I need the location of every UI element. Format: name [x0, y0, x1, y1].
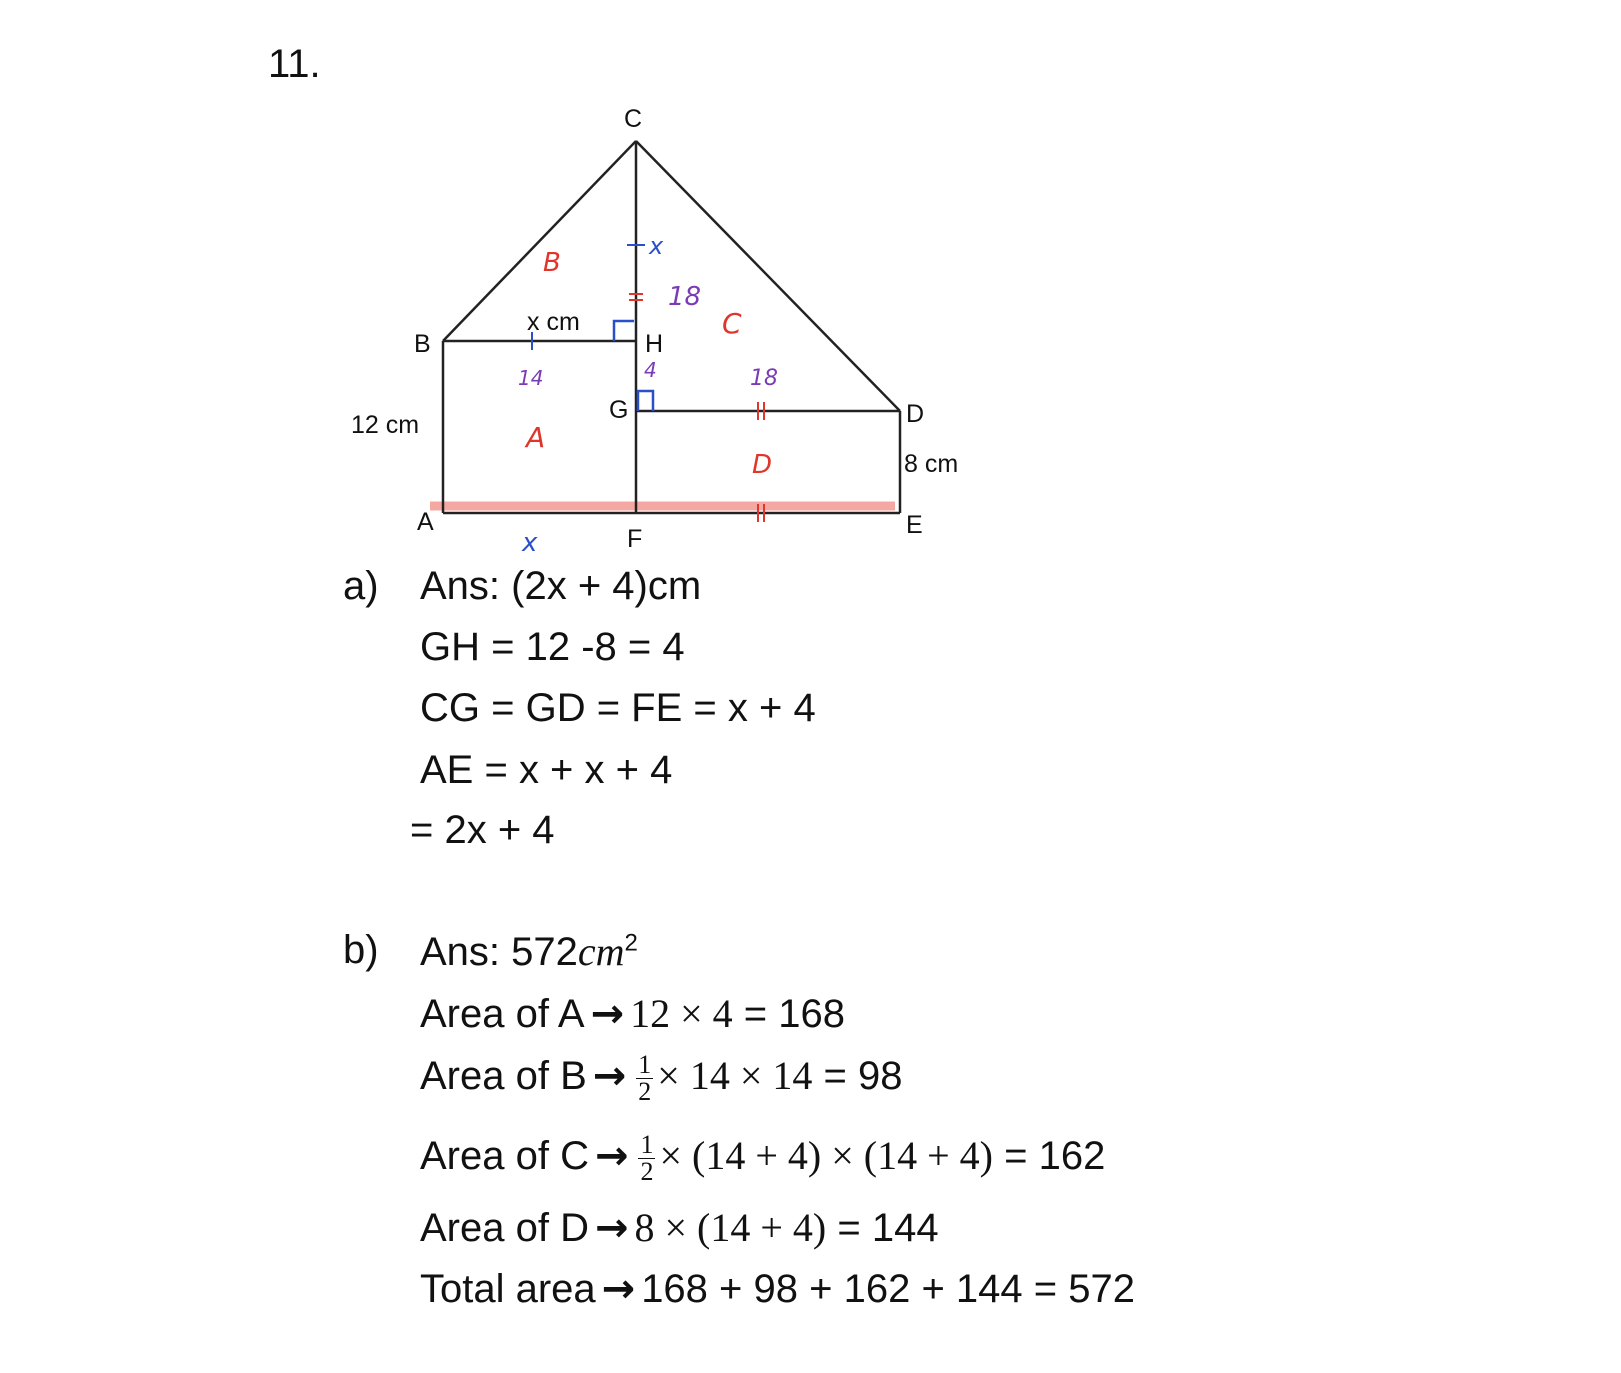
- point-c-label: C: [624, 105, 643, 133]
- area-b-line: [420, 1052, 902, 1105]
- right-angle-g-icon: [638, 391, 653, 411]
- area-d-result: = 144: [826, 1206, 939, 1250]
- region-a-label: A: [526, 421, 546, 454]
- region-d-label: D: [752, 450, 773, 480]
- af-x-annotation: x: [522, 528, 538, 558]
- arrow-icon: →: [592, 1053, 627, 1100]
- part-a-step-2: CG = GD = FE = x + 4: [420, 686, 816, 730]
- part-b-answer-unit: cm: [577, 929, 625, 974]
- half-fraction: $\frac{1}{2}$: [638, 1050, 652, 1106]
- part-a-label: a): [343, 564, 379, 608]
- part-a-answer: Ans: (2x + 4)cm: [420, 564, 702, 608]
- area-c-result: = 162: [993, 1134, 1106, 1179]
- half-fraction: $\frac{1}{2}$: [640, 1130, 654, 1186]
- area-a-line: [420, 990, 845, 1037]
- area-c-expr: × (14 + 4) × (14 + 4): [659, 1133, 993, 1179]
- geometry-figure: [0, 0, 1621, 560]
- question-number: 11.: [268, 42, 321, 86]
- point-e-label: E: [906, 511, 923, 539]
- right-angle-h-icon: [614, 321, 634, 341]
- part-a-step-3: AE = x + x + 4: [420, 748, 673, 792]
- point-d-label: D: [906, 400, 925, 428]
- part-b-answer: [420, 928, 638, 975]
- part-b-answer-exp: 2: [624, 929, 638, 957]
- area-d-label: Area of D: [420, 1206, 589, 1250]
- bh-14-annotation: 14: [518, 366, 544, 390]
- area-a-result: = 168: [732, 992, 845, 1036]
- gd-18-annotation: 18: [750, 366, 778, 391]
- area-c-label: Area of C: [420, 1134, 589, 1179]
- part-a-step-4: = 2x + 4: [410, 808, 555, 852]
- area-d-expr: 8 × (14 + 4): [634, 1205, 827, 1250]
- dimension-x-cm: x cm: [527, 308, 580, 336]
- arrow-icon: →: [601, 1266, 636, 1312]
- area-b-label: Area of B: [420, 1054, 587, 1099]
- region-b-label: B: [543, 248, 561, 278]
- area-d-line: [420, 1204, 939, 1251]
- area-a-expr: 12 × 4: [630, 991, 733, 1036]
- part-b-label: b): [343, 928, 379, 972]
- point-h-label: H: [645, 330, 664, 358]
- region-c-label: C: [722, 307, 742, 340]
- area-b-expr: × 14 × 14: [657, 1053, 813, 1099]
- point-b-label: B: [414, 330, 431, 358]
- total-area-label: Total area: [420, 1267, 596, 1311]
- arrow-icon: →: [594, 1205, 629, 1251]
- point-g-label: G: [609, 396, 629, 424]
- ch-x-annotation: x: [649, 232, 664, 260]
- part-a-step-1: GH = 12 -8 = 4: [420, 625, 685, 669]
- arrow-icon: →: [590, 991, 625, 1037]
- area-c-line: [420, 1132, 1105, 1185]
- total-area-line: [420, 1266, 1135, 1312]
- dimension-8cm: 8 cm: [904, 450, 959, 478]
- ch-18-annotation: 18: [668, 282, 702, 312]
- point-a-label: A: [417, 508, 434, 536]
- dimension-12cm: 12 cm: [351, 411, 420, 439]
- area-b-result: = 98: [812, 1054, 903, 1099]
- area-a-label: Area of A: [420, 992, 585, 1036]
- point-f-label: F: [627, 525, 643, 553]
- total-area-expr: 168 + 98 + 162 + 144 = 572: [641, 1267, 1135, 1311]
- hg-4-annotation: 4: [644, 358, 657, 382]
- part-b-answer-value: Ans: 572: [420, 930, 578, 974]
- arrow-icon: →: [594, 1133, 629, 1180]
